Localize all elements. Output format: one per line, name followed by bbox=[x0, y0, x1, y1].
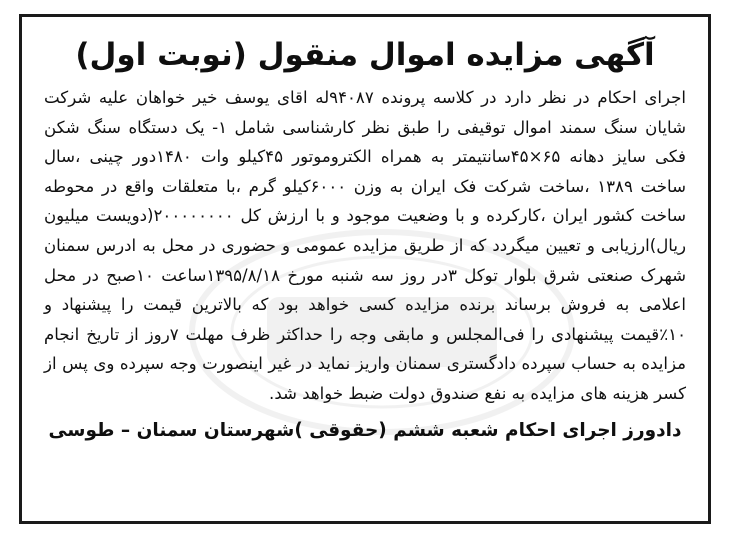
auction-notice bbox=[19, 14, 711, 524]
notice-body: اجرای احکام در نظر دارد در کلاسه پرونده ۹۴۰۸۷له اقای یوسف خیر خواهان علیه شرکت شایان سنگ سمند اموال توقیفی را طبق نظر کارشناسی شامل ۱- یک دستگاه سنگ شکن فکی سایز دهانه ۶۵×۴۵سانتیمتر به همراه الکتروموتور ۴۵کیلو وات ۱۴۸۰دور چینی ،سال ساخت ۱۳۸۹ ،ساخت شرکت فک ایران به وزن ۶۰۰۰کیلو گرم ،با متعلقات واقع در محوطه ساخت کشور ایران ،کارکرده و با وضعیت موجود و با ارزش کل ۲۰۰۰۰۰۰۰۰(دویست میلیون ریال)ارزیابی و تعیین میگردد که از طریق مزایده عمومی و حضوری در محل به ادرس سمنان شهرک صنعتی شرق بلوار توکل ۳در روز سه شنبه مورخ ۱۳۹۵/۸/۱۸ساعت ۱۰صبح در محل اعلامی به فروش برساند برنده مزایده کسی خواهد بود که بالاترین قیمت را پیشنهاد و ۱۰٪قیمت پیشنهادی را فی‌المجلس و مابقی وجه را حداکثر ظرف مهلت ۷روز از تاریخ انجام مزایده به حساب سپرده دادگستری سمنان واریز نماید در غیر اینصورت وجه سپرده وی پس از کسر هزینه های مزایده به نفع صندوق دولت ضبط خواهد شد. bbox=[44, 88, 686, 403]
notice-signature: دادورز اجرای احکام شعبه ششم (حقوقی )شهرستان سمنان – طوسی bbox=[48, 419, 682, 441]
notice-title: آگهی مزایده اموال منقول (نوبت اول) bbox=[75, 37, 655, 73]
